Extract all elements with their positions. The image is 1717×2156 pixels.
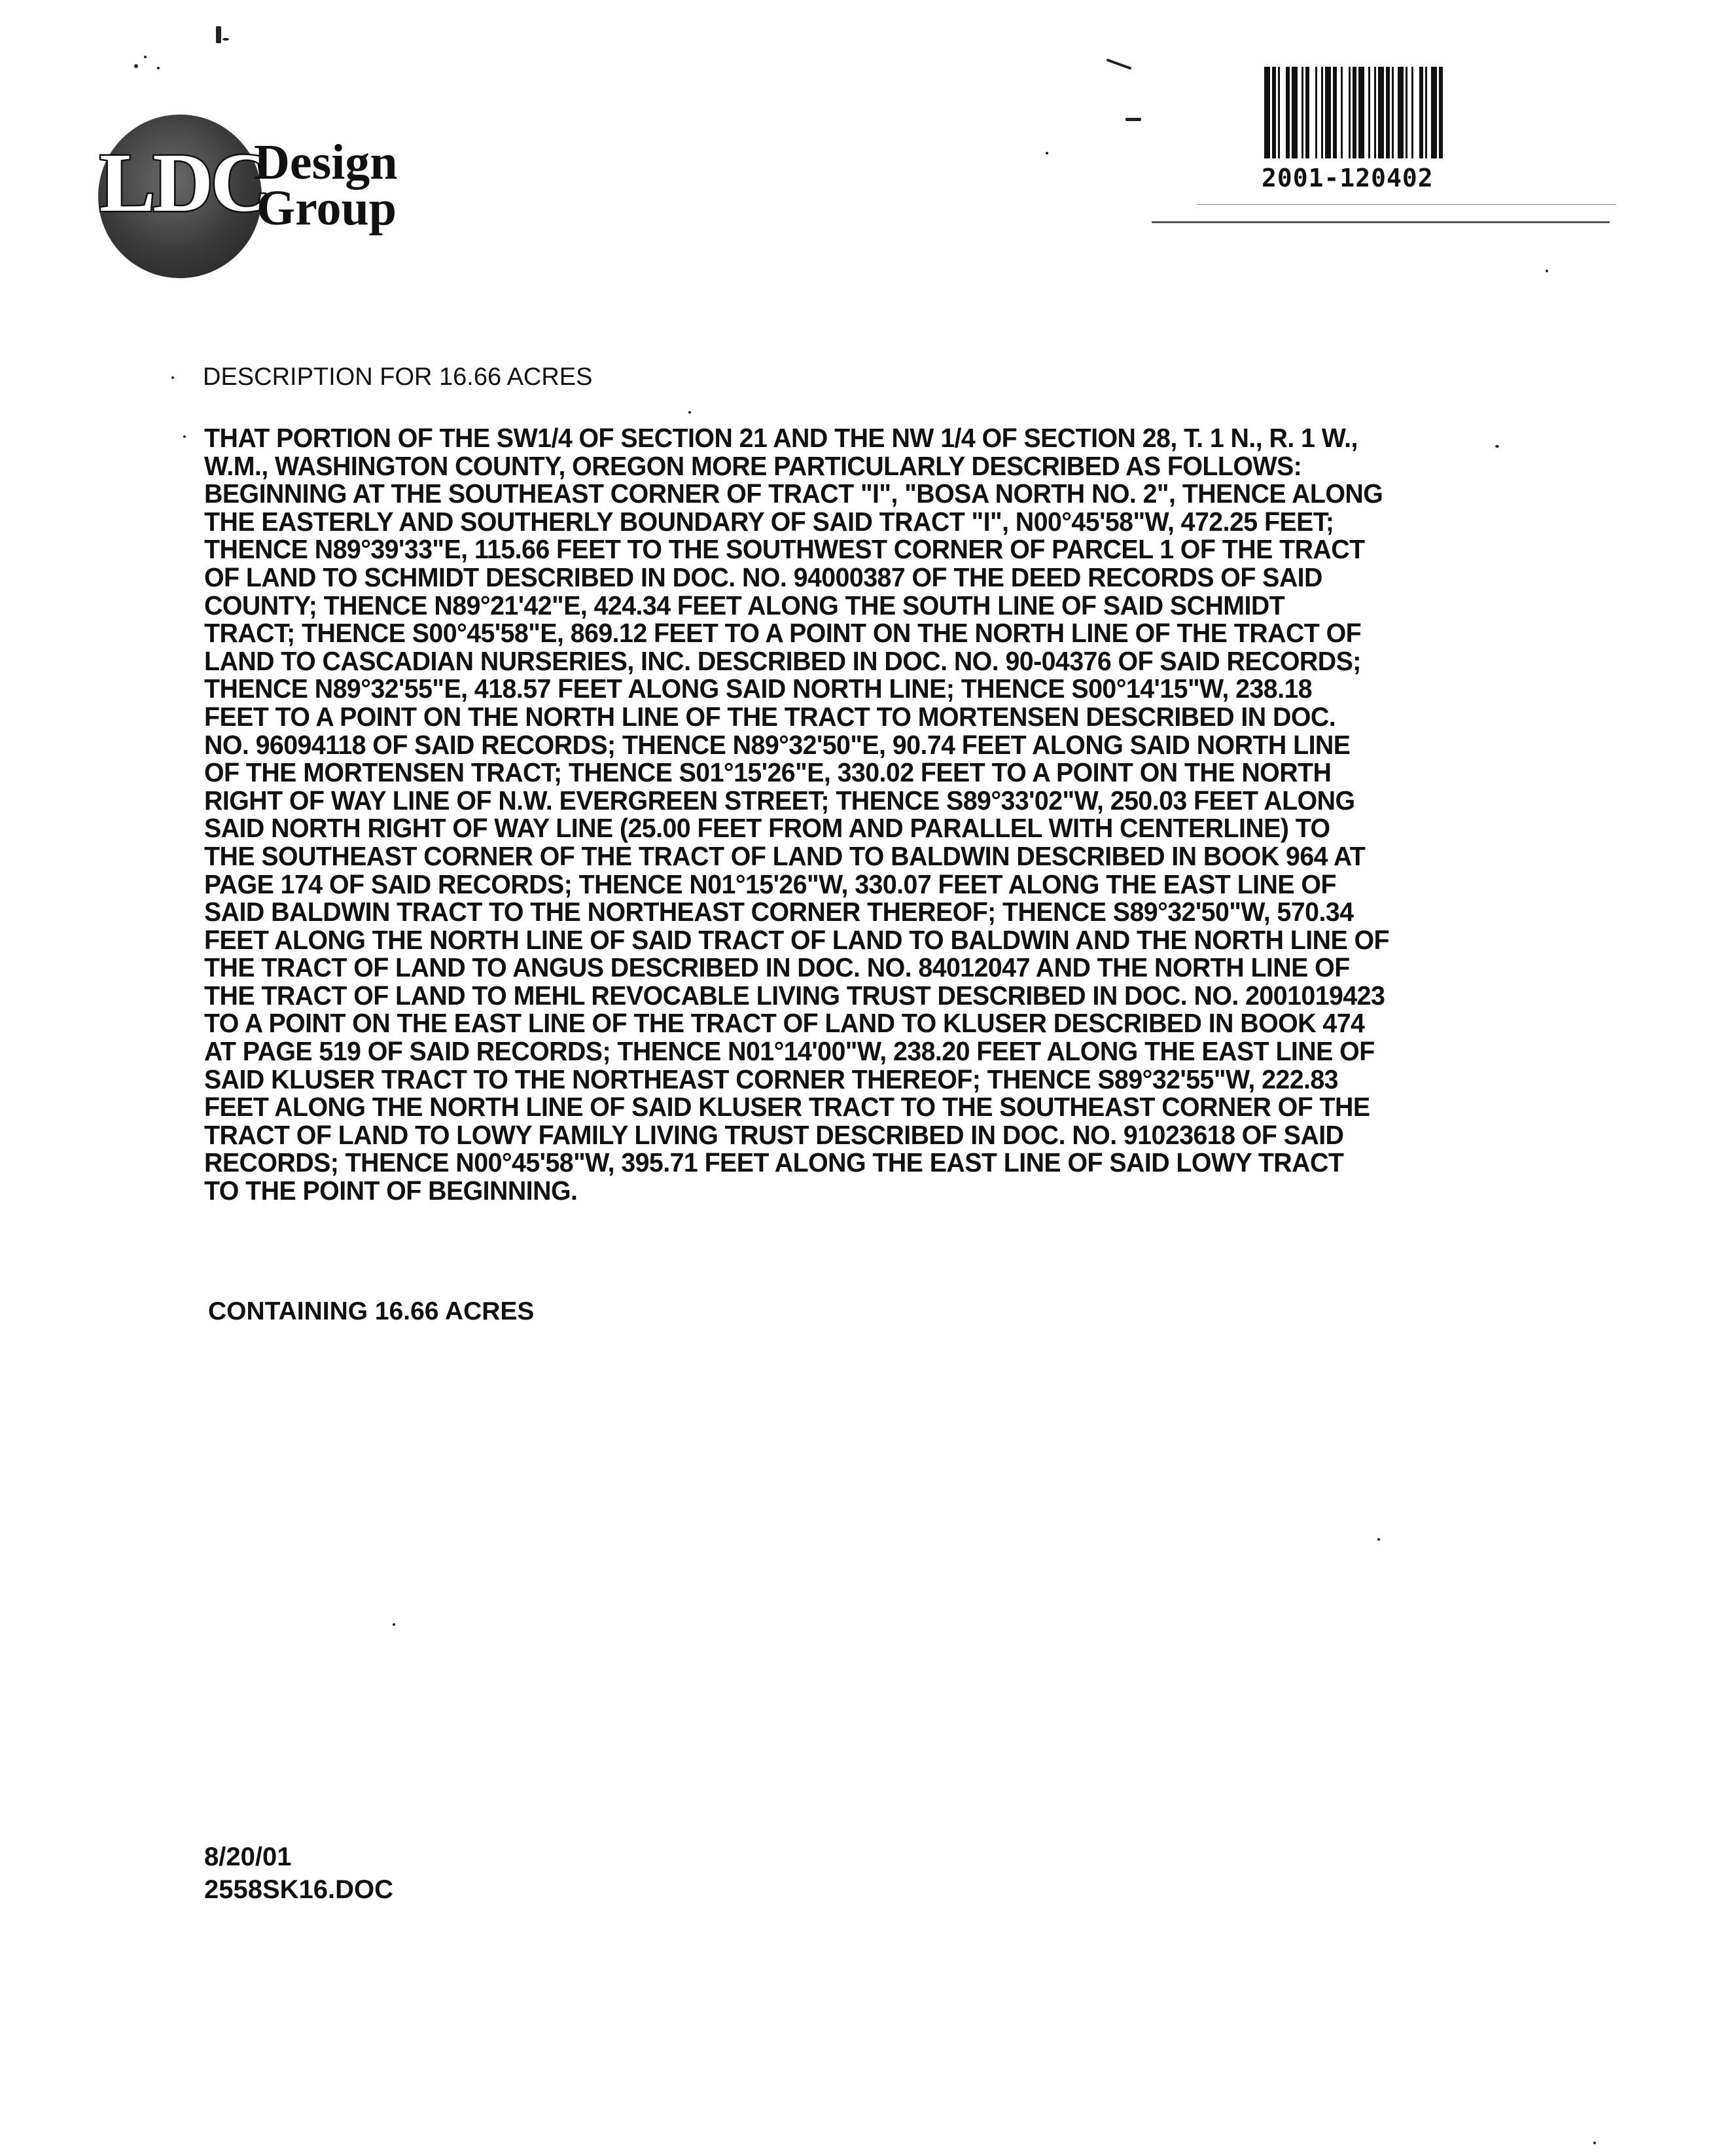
description-line: FEET TO A POINT ON THE NORTH LINE OF THE TRACT TO MORTENSEN DESCRIBED IN DOC. (204, 701, 1336, 732)
barcode-bar (1398, 67, 1404, 158)
barcode-bar (1378, 67, 1384, 158)
description-line: THE TRACT OF LAND TO MEHL REVOCABLE LIVING TRUST DESCRIBED IN DOC. NO. 2001019423 (204, 980, 1385, 1011)
barcode-bar (1341, 67, 1343, 158)
barcode-bar (1374, 67, 1376, 158)
barcode-bar (1386, 67, 1390, 158)
description-line: RECORDS; THENCE N00°45'58"W, 395.71 FEET ALONG THE EAST LINE OF SAID LOWY TRACT (204, 1147, 1344, 1178)
document-title: DESCRIPTION FOR 16.66 ACRES (203, 363, 593, 391)
barcode-bar (1333, 67, 1337, 158)
description-line: TO A POINT ON THE EAST LINE OF THE TRACT OF LAND TO KLUSER DESCRIBED IN BOOK 474 (204, 1008, 1365, 1039)
scan-speck (1046, 152, 1048, 154)
description-line: LAND TO CASCADIAN NURSERIES, INC. DESCRIBED IN DOC. NO. 90-04376 OF SAID RECORDS; (204, 645, 1361, 676)
logo-word-group: Group (257, 181, 397, 236)
barcode-bar (1286, 67, 1290, 158)
description-line: THENCE N89°32'55"E, 418.57 FEET ALONG SAID NORTH LINE; THENCE S00°14'15"W, 238.18 (204, 674, 1313, 704)
barcode-bar (1321, 67, 1323, 158)
barcode-bar (1264, 67, 1270, 158)
scan-speck (171, 376, 174, 379)
document-date: 8/20/01 (204, 1842, 292, 1871)
description-line: BEGINNING AT THE SOUTHEAST CORNER OF TRACT "I", "BOSA NORTH NO. 2", THENCE ALONG (204, 478, 1383, 509)
barcode-bar (1349, 67, 1351, 158)
barcode-bar (1353, 67, 1356, 158)
barcode-bar (1301, 67, 1303, 158)
barcode-bars-icon (1262, 65, 1563, 164)
description-line: THE TRACT OF LAND TO ANGUS DESCRIBED IN DOC. NO. 84012047 AND THE NORTH LINE OF (204, 952, 1350, 983)
scan-speck (183, 435, 186, 438)
description-line: PAGE 174 OF SAID RECORDS; THENCE N01°15'26"W, 330.07 FEET ALONG THE EAST LINE OF (204, 869, 1336, 899)
logo-word-design: Design (254, 135, 398, 190)
acreage-total: CONTAINING 16.66 ACRES (208, 1297, 535, 1325)
scan-speck (157, 67, 160, 69)
scan-speck (1377, 1538, 1380, 1541)
description-line: TRACT OF LAND TO LOWY FAMILY LIVING TRUST DESCRIBED IN DOC. NO. 91023618 OF SAID (204, 1119, 1344, 1150)
scan-speck (1106, 58, 1132, 69)
barcode-bar (1368, 67, 1370, 158)
description-line: AT PAGE 519 OF SAID RECORDS; THENCE N01°14'00"W, 238.20 FEET ALONG THE EAST LINE OF (204, 1036, 1375, 1067)
legal-description (204, 424, 1389, 1205)
barcode-bar (1406, 67, 1407, 158)
document-filename: 2558SK16.DOC (204, 1875, 394, 1904)
logo-monogram: LDC (99, 136, 269, 229)
description-line: SAID BALDWIN TRACT TO THE NORTHEAST CORNER THEREOF; THENCE S89°32'50"W, 570.34 (204, 897, 1354, 927)
barcode-underline-thin (1197, 204, 1616, 205)
barcode-bar (1305, 67, 1309, 158)
description-line: RIGHT OF WAY LINE OF N.W. EVERGREEN STREET; THENCE S89°33'02"W, 250.03 FEET ALONG (204, 785, 1355, 816)
description-line: TO THE POINT OF BEGINNING. (204, 1176, 578, 1206)
company-logo (98, 115, 406, 278)
barcode-bar (1439, 67, 1443, 158)
scan-speck (1593, 2142, 1596, 2144)
scan-speck (1125, 118, 1141, 121)
description-line: THE EASTERLY AND SOUTHERLY BOUNDARY OF SAID TRACT "I", N00°45'58"W, 472.25 FEET; (204, 506, 1334, 537)
barcode-bar (1272, 67, 1276, 158)
description-line: W.M., WASHINGTON COUNTY, OREGON MORE PARTICULARLY DESCRIBED AS FOLLOWS: (204, 450, 1302, 481)
description-line: COUNTY; THENCE N89°21'42"E, 424.34 FEET ALONG THE SOUTH LINE OF SAID SCHMIDT (204, 590, 1285, 620)
description-line: TRACT; THENCE S00°45'58"E, 869.12 FEET TO A POINT ON THE NORTH LINE OF THE TRACT OF (204, 618, 1362, 649)
description-line: NO. 96094118 OF SAID RECORDS; THENCE N89°32'50"E, 90.74 FEET ALONG SAID NORTH LINE (204, 729, 1351, 760)
description-line: THENCE N89°39'33"E, 115.66 FEET TO THE SOUTHWEST CORNER OF PARCEL 1 OF THE TRACT (204, 534, 1365, 565)
description-line: FEET ALONG THE NORTH LINE OF SAID KLUSER TRACT TO THE SOUTHEAST CORNER OF THE (204, 1092, 1370, 1123)
description-line: THAT PORTION OF THE SW1/4 OF SECTION 21 AND THE NW 1/4 OF SECTION 28, T. 1 N., R. 1 W., (204, 423, 1358, 453)
scan-speck (1495, 445, 1499, 448)
description-line: OF THE MORTENSEN TRACT; THENCE S01°15'26"E, 330.02 FEET TO A POINT ON THE NORTH (204, 757, 1332, 788)
barcode-bar (1292, 67, 1298, 158)
logo-wordmark (254, 135, 398, 236)
description-line: SAID KLUSER TRACT TO THE NORTHEAST CORNER THEREOF; THENCE S89°32'55"W, 222.83 (204, 1064, 1339, 1094)
barcode-bar (1431, 67, 1437, 158)
document-footer (204, 1841, 393, 1906)
barcode-bar (1358, 67, 1364, 158)
barcode-bar (1315, 67, 1317, 158)
scan-speck (216, 26, 221, 43)
barcode-bar (1419, 67, 1423, 158)
scan-speck (393, 1623, 395, 1626)
scan-speck (134, 64, 138, 68)
barcode-bar (1392, 67, 1394, 158)
scan-speck (222, 38, 229, 41)
description-line: OF LAND TO SCHMIDT DESCRIBED IN DOC. NO. 94000387 OF THE DEED RECORDS OF SAID (204, 562, 1322, 592)
recording-barcode (1262, 65, 1563, 196)
description-line: THE SOUTHEAST CORNER OF THE TRACT OF LAND TO BALDWIN DESCRIBED IN BOOK 964 AT (204, 840, 1366, 871)
scan-speck (1546, 270, 1548, 272)
barcode-bar (1411, 67, 1413, 158)
description-line: FEET ALONG THE NORTH LINE OF SAID TRACT OF LAND TO BALDWIN AND THE NORTH LINE OF (204, 924, 1390, 955)
description-line: SAID NORTH RIGHT OF WAY LINE (25.00 FEET FROM AND PARALLEL WITH CENTERLINE) TO (204, 813, 1330, 844)
barcode-bar (1325, 67, 1331, 158)
scan-speck (144, 56, 147, 58)
barcode-bar (1425, 67, 1427, 158)
barcode-underline (1152, 221, 1610, 223)
scan-speck (688, 411, 691, 414)
barcode-number: 2001-120402 (1262, 164, 1434, 192)
barcode-bar (1278, 67, 1280, 158)
